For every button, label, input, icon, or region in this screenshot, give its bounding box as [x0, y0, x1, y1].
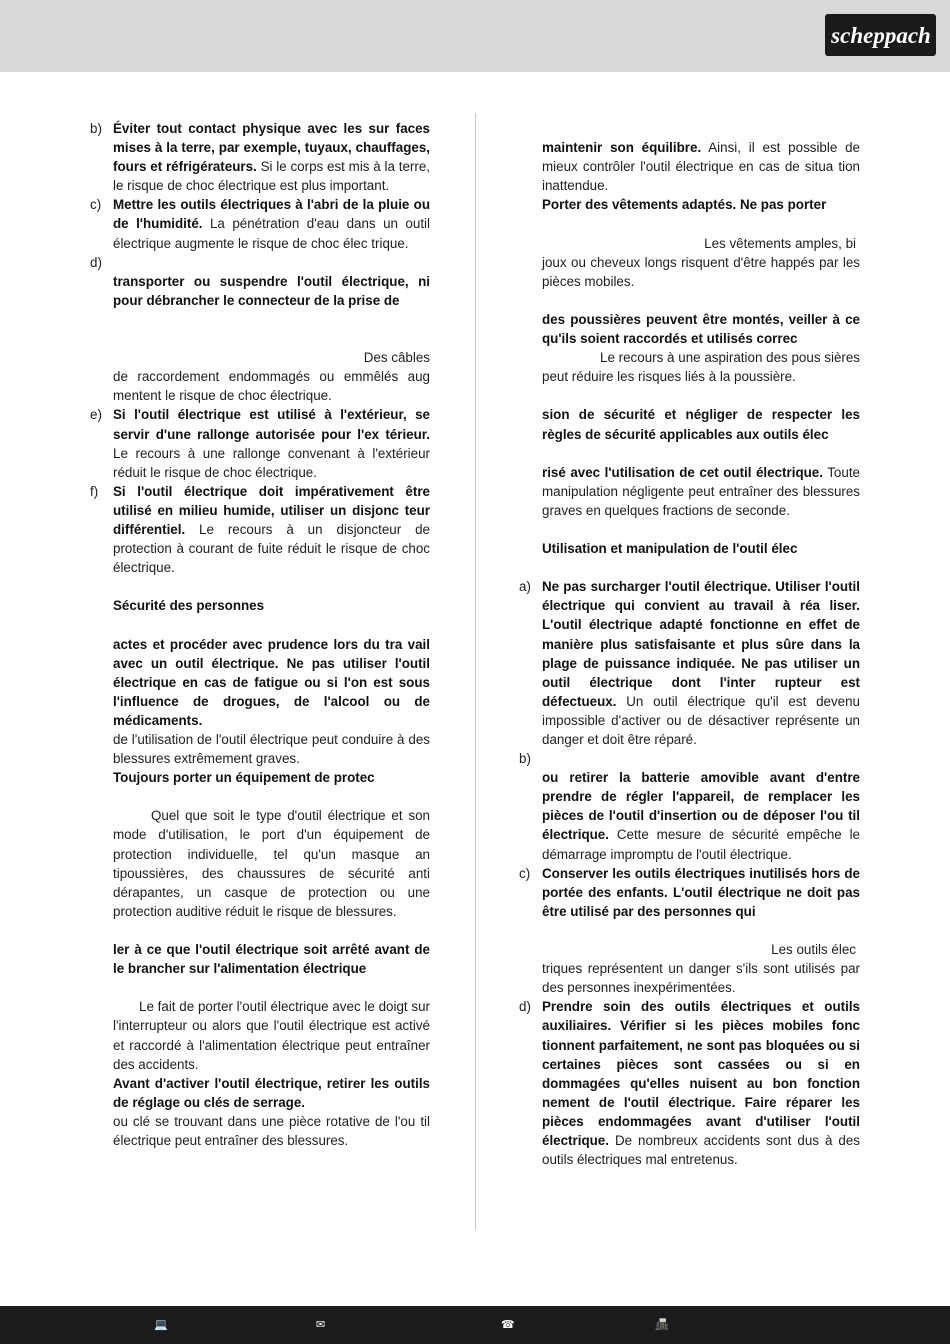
item-bold: Si l'outil électrique doit impérativement être utilisé en milieu humide, utiliser un disjonc teur différentiel.: [113, 483, 430, 537]
item-label: e): [90, 407, 102, 423]
list-item-d: [88, 253, 430, 406]
paragraph-text: Ainsi, il est possible de mieux contrôler l'outil électrique en cas de situa tion inattendue.: [542, 140, 860, 194]
item-bold: ou retirer la batterie amovible avant d'entre prendre de régler l'appareil, de remplacer les pièces de l'outil d'insertion ou de déposer l'ou til électrique.: [542, 770, 860, 843]
list-item-b: [88, 119, 430, 195]
paragraph-text: ou clé se trouvant dans une pièce rotative de l'ou til électrique peut entraîner des blessures.: [113, 1113, 430, 1148]
item-bold: Ne pas surcharger l'outil électrique. Utiliser l'outil électrique qui convient au travail à réa liser. L'outil électrique adapté fonctionne en effet de manière plus satisfaisante et plus sûre dans la plage de puissance indiquée. Ne pas utiliser un outil électrique dont l'inter rupteur est défectueux.: [542, 579, 860, 709]
right-column: [517, 119, 860, 1169]
item-text: La pénétration d'eau dans un outil électrique augmente le risque de choc élec trique.: [113, 216, 430, 251]
list-item-b: [517, 749, 860, 864]
paragraph-bold: ler à ce que l'outil électrique soit arrêté avant de le brancher sur l'alimentation électrique: [113, 942, 430, 977]
list-item-f: [88, 482, 430, 577]
item-text: Le recours à une rallonge convenant à l'extérieur réduit le risque de choc électrique.: [113, 445, 430, 480]
section-heading: Sécurité des personnes: [113, 598, 265, 614]
paragraph-bold: Toujours porter un équipement de protec: [113, 770, 375, 786]
item-text: Le recours à un disjoncteur de protection à courant de fuite réduit le risque de choc électrique.: [113, 521, 430, 576]
item-bold: Prendre soin des outils électriques et outils auxiliaires. Vérifier si les pièces mobiles fonc tionnent parfaitement, ne sont pas bloquées ou si certaines pièces sont cassées ou si en dommagées qu'elles nuisent au bon fonction nement de l'outil électrique. Faire réparer les pièces endommagées avant d'utiliser l'outil électrique.: [542, 999, 860, 1148]
mail-icon: ✉: [316, 1318, 326, 1331]
item-label: f): [90, 483, 99, 499]
paragraph-r2: [517, 195, 860, 290]
item-text: Cette mesure de sécurité empêche le démarrage impromptu de l'outil électrique.: [542, 827, 860, 862]
laptop-icon: 💻: [154, 1318, 168, 1331]
paragraph-r1: [517, 138, 860, 195]
item-label: d): [90, 254, 102, 270]
paragraph-d: [88, 1074, 430, 1150]
paragraph-bold: Porter des vêtements adaptés. Ne pas porter: [542, 197, 827, 213]
paragraph-c: [88, 940, 430, 1074]
paragraph-text: Toute manipulation négligente peut entraîner des blessures graves en quelques fractions de seconde.: [542, 464, 860, 518]
paragraph-text: de l'utilisation de l'outil électrique peut conduire à des blessures extrêmement graves.: [113, 732, 430, 767]
section-heading: Utilisation et manipulation de l'outil élec: [542, 541, 798, 557]
paragraph-bold: actes et procéder avec prudence lors du tra vail avec un outil électrique. Ne pas utiliser l'outil électrique en cas de fatigue ou si l'on est sous l'influence de drogues, de l'alcool ou de médicaments.: [113, 636, 430, 728]
item-text: De nombreux accidents sont dus à des outils électriques mal entretenus.: [542, 1132, 860, 1168]
paragraph-text: Le recours à une aspiration des pous sières peut réduire les risques liés à la poussière.: [542, 350, 860, 385]
item-label: b): [519, 751, 531, 767]
item-text: Des câbles: [363, 350, 430, 366]
paragraph-bold: des poussières peuvent être montés, veiller à ce qu'ils soient raccordés et utilisés correc: [542, 311, 860, 347]
column-divider: [475, 113, 476, 1230]
item-text: Un outil électrique qu'il est devenu impossible d'activer ou de désactiver représente un danger et doit être réparé.: [542, 693, 860, 747]
list-item-e: [88, 405, 430, 481]
page-header: [0, 0, 950, 72]
left-column: [88, 119, 430, 1150]
paragraph-text: Les vêtements amples, bi: [704, 235, 856, 251]
paragraph-text: Quel que soit le type d'outil électrique et son mode d'utilisation, le port d'un équipement de protection individuelle, tel qu'un masque an tipoussières, des chaussures de sécurité anti dérapantes, un casque de protection ou une protection auditive réduit le risque de blessures.: [113, 808, 430, 919]
list-item-d: [517, 997, 860, 1169]
list-item-c: [517, 864, 860, 998]
phone-icon: ☎: [501, 1318, 515, 1331]
paragraph-text: Le fait de porter l'outil électrique avec le doigt sur l'interrupteur ou alors que l'outil électrique est activé et raccordé à l'alimentation électrique peut entraîner des accidents.: [113, 999, 430, 1072]
item-text: de raccordement endommagés ou emmêlés aug mentent le risque de choc électrique.: [113, 369, 430, 404]
item-text: Les outils élec: [771, 942, 856, 958]
paragraph-bold: sion de sécurité et négliger de respecter les règles de sécurité applicables aux outils élec: [542, 407, 860, 442]
paragraph-bold: Avant d'activer l'outil électrique, retirer les outils de réglage ou clés de serrage.: [113, 1075, 430, 1110]
item-text: triques représentent un danger s'ils sont utilisés par des personnes inexpérimentées.: [542, 961, 860, 996]
paragraph-bold: risé avec l'utilisation de cet outil électrique.: [542, 464, 823, 480]
item-label: d): [519, 999, 531, 1015]
brand-logo: [825, 14, 936, 56]
fax-icon: 📠: [655, 1318, 669, 1331]
paragraph-a: [88, 635, 430, 769]
paragraph-text: joux ou cheveux longs risquent d'être happés par les pièces mobiles.: [542, 254, 860, 289]
list-item-c: [88, 195, 430, 252]
paragraph-b: [88, 768, 430, 921]
item-label: c): [90, 197, 102, 213]
paragraph-bold: maintenir son équilibre.: [542, 140, 702, 156]
paragraph-r5: [517, 463, 860, 520]
item-bold: Éviter tout contact physique avec les sur faces mises à la terre, par exemple, tuyaux, chauffages, fours et réfrigérateurs.: [113, 121, 430, 175]
item-label: a): [519, 579, 531, 595]
page-footer: [0, 1306, 950, 1344]
item-bold: Mettre les outils électriques à l'abri de la pluie ou de l'humidité.: [113, 197, 430, 232]
item-bold: transporter ou suspendre l'outil électrique, ni pour débrancher le connecteur de la prise de: [113, 273, 430, 308]
paragraph-r3: [517, 310, 860, 386]
list-item-a: [517, 577, 860, 749]
logo-text: scheppach: [830, 23, 931, 48]
item-bold: Conserver les outils électriques inutilisés hors de portée des enfants. L'outil électrique ne doit pas être utilisé par des personnes qui: [542, 865, 860, 919]
paragraph-r4: [517, 405, 860, 443]
item-bold: Si l'outil électrique est utilisé à l'extérieur, se servir d'une rallonge autorisée pour l'ex térieur.: [113, 407, 430, 442]
item-label: c): [519, 865, 531, 881]
item-label: b): [90, 121, 102, 136]
item-text: Si le corps est mis à la terre, le risque de choc électrique est plus important.: [113, 159, 431, 194]
